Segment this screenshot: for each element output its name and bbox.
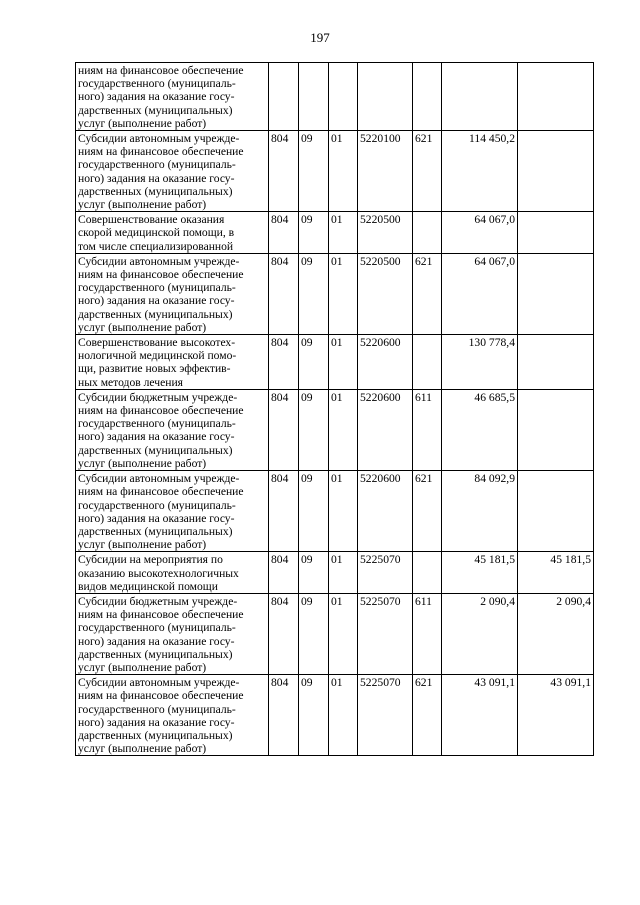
expense-type-cell: 621 [413,471,442,552]
subsection-code-cell [329,63,358,131]
item-name-line: том числе специализированной [78,239,234,253]
item-name-line: услуг (выполнение работ) [78,198,207,212]
item-name-cell [76,335,269,390]
target-article-cell: 5225070 [358,593,413,674]
item-name-line: ного) задания на оказание госу- [78,511,235,525]
target-article-cell: 5220500 [358,212,413,254]
item-name-line: нологичной медицинской помо- [78,349,237,363]
section-code-cell: 09 [299,335,329,390]
item-name-cell [76,552,269,594]
ministry-code-cell: 804 [269,389,299,470]
table-row [76,212,594,254]
amount-federal-cell [518,63,594,131]
item-name-line: дарственных (муниципальных) [78,184,233,198]
table-row [76,253,594,334]
item-name-line: ниям на финансовое обеспечение [78,608,244,622]
item-name-line: государственного (муниципаль- [78,498,236,512]
item-name-line: Совершенствование высокотех- [78,336,236,350]
item-name-line: Субсидии бюджетным учрежде- [78,390,238,404]
item-name-line: дарственных (муниципальных) [78,103,233,117]
item-name-line: государственного (муниципаль- [78,158,236,172]
target-article-cell: 5220600 [358,471,413,552]
item-name-line: дарственных (муниципальных) [78,524,233,538]
item-name-line: скорой медицинской помощи, в [78,226,235,240]
amount-federal-cell: 45 181,5 [518,552,594,594]
section-code-cell: 09 [299,389,329,470]
subsection-code-cell: 01 [329,593,358,674]
item-name-line: ного) задания на оказание госу- [78,171,235,185]
item-name-line: государственного (муниципаль- [78,417,236,431]
item-name-line: ного) задания на оказание госу- [78,430,235,444]
table-row [76,63,594,131]
item-name-line: щи, развитие новых эффектив- [78,362,231,376]
expense-type-cell: 611 [413,593,442,674]
item-name-line: Субсидии бюджетным учрежде- [78,594,238,608]
amount-cell [442,63,518,131]
amount-federal-cell: 43 091,1 [518,675,594,756]
item-name-line: государственного (муниципаль- [78,702,236,716]
item-name-line: Субсидии автономным учрежде- [78,132,240,146]
ministry-code-cell: 804 [269,675,299,756]
section-code-cell: 09 [299,593,329,674]
item-name-line: дарственных (муниципальных) [78,307,233,321]
target-article-cell: 5225070 [358,675,413,756]
item-name-cell [76,63,269,131]
ministry-code-cell: 804 [269,131,299,212]
item-name-cell [76,212,269,254]
amount-cell: 43 091,1 [442,675,518,756]
expense-type-cell [413,552,442,594]
subsection-code-cell: 01 [329,675,358,756]
amount-cell: 45 181,5 [442,552,518,594]
item-name-line: ниям на финансовое обеспечение [78,145,244,159]
amount-federal-cell: 2 090,4 [518,593,594,674]
ministry-code-cell: 804 [269,253,299,334]
amount-federal-cell [518,212,594,254]
target-article-cell: 5225070 [358,552,413,594]
item-name-line: оказанию высокотехнологичных [78,566,239,580]
item-name-cell [76,471,269,552]
expense-type-cell [413,63,442,131]
item-name-line: дарственных (муниципальных) [78,728,233,742]
amount-cell: 64 067,0 [442,253,518,334]
section-code-cell [299,63,329,131]
item-name-line: ниям на финансовое обеспечение [78,268,244,282]
item-name-line: ного) задания на оказание госу- [78,634,235,648]
ministry-code-cell [269,63,299,131]
expense-type-cell: 621 [413,253,442,334]
item-name-cell [76,389,269,470]
target-article-cell: 5220100 [358,131,413,212]
item-name-line: услуг (выполнение работ) [78,742,207,756]
item-name-line: государственного (муниципаль- [78,77,236,91]
section-code-cell: 09 [299,675,329,756]
item-name-line: ниям на финансовое обеспечение [78,689,244,703]
ministry-code-cell: 804 [269,552,299,594]
ministry-code-cell: 804 [269,335,299,390]
item-name-line: дарственных (муниципальных) [78,443,233,457]
item-name-line: Субсидии автономным учрежде- [78,254,240,268]
item-name-line: государственного (муниципаль- [78,281,236,295]
target-article-cell [358,63,413,131]
expense-type-cell [413,335,442,390]
amount-federal-cell [518,389,594,470]
table-row [76,593,594,674]
item-name-line: ного) задания на оказание госу- [78,294,235,308]
item-name-line: ного) задания на оказание госу- [78,715,235,729]
item-name-line: ниям на финансовое обеспечение [78,404,244,418]
subsection-code-cell: 01 [329,212,358,254]
subsection-code-cell: 01 [329,389,358,470]
amount-cell: 2 090,4 [442,593,518,674]
item-name-cell [76,253,269,334]
item-name-line: Субсидии автономным учрежде- [78,472,240,486]
item-name-line: ного) задания на оказание госу- [78,90,235,104]
table-row [76,131,594,212]
item-name-line: услуг (выполнение работ) [78,660,207,674]
item-name-line: дарственных (муниципальных) [78,647,233,661]
subsection-code-cell: 01 [329,131,358,212]
amount-cell: 130 778,4 [442,335,518,390]
amount-federal-cell [518,253,594,334]
section-code-cell: 09 [299,471,329,552]
item-name-cell [76,593,269,674]
amount-cell: 114 450,2 [442,131,518,212]
item-name-cell [76,675,269,756]
table-row [76,552,594,594]
item-name-line: услуг (выполнение работ) [78,456,207,470]
subsection-code-cell: 01 [329,471,358,552]
expense-type-cell [413,212,442,254]
amount-federal-cell [518,471,594,552]
item-name-line: ниям на финансовое обеспечение [78,64,244,77]
amount-federal-cell [518,335,594,390]
page-number: 197 [310,30,330,45]
item-name-line: Субсидии автономным учрежде- [78,676,240,690]
budget-table-body [76,63,594,756]
expense-type-cell: 621 [413,675,442,756]
item-name-line: услуг (выполнение работ) [78,116,207,130]
table-row [76,389,594,470]
item-name-line: ниям на финансовое обеспечение [78,485,244,499]
item-name-cell [76,131,269,212]
item-name-line: видов медицинской помощи [78,579,218,593]
budget-table [75,62,594,756]
table-row [76,471,594,552]
table-row [76,675,594,756]
section-code-cell: 09 [299,253,329,334]
subsection-code-cell: 01 [329,253,358,334]
amount-cell: 46 685,5 [442,389,518,470]
amount-cell: 64 067,0 [442,212,518,254]
target-article-cell: 5220600 [358,389,413,470]
amount-cell: 84 092,9 [442,471,518,552]
expense-type-cell: 621 [413,131,442,212]
section-code-cell: 09 [299,131,329,212]
item-name-line: Субсидии на мероприятия по [78,553,223,567]
subsection-code-cell: 01 [329,335,358,390]
item-name-line: Совершенствование оказания [78,213,225,227]
amount-federal-cell [518,131,594,212]
ministry-code-cell: 804 [269,212,299,254]
table-row [76,335,594,390]
target-article-cell: 5220500 [358,253,413,334]
subsection-code-cell: 01 [329,552,358,594]
item-name-line: государственного (муниципаль- [78,621,236,635]
target-article-cell: 5220600 [358,335,413,390]
item-name-line: услуг (выполнение работ) [78,538,207,552]
item-name-line: ных методов лечения [78,375,183,389]
section-code-cell: 09 [299,212,329,254]
expense-type-cell: 611 [413,389,442,470]
section-code-cell: 09 [299,552,329,594]
ministry-code-cell: 804 [269,471,299,552]
item-name-line: услуг (выполнение работ) [78,320,207,334]
ministry-code-cell: 804 [269,593,299,674]
